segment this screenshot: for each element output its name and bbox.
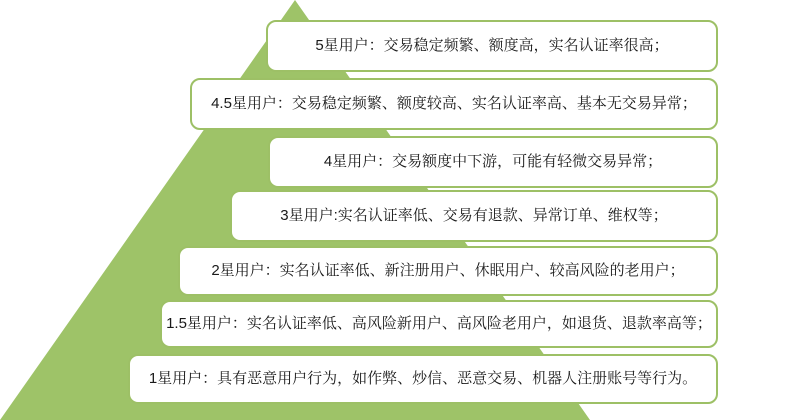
pyramid-tier-label: 5星用户：交易稳定频繁、额度高，实名认证率很高； bbox=[315, 37, 669, 54]
pyramid-tier-3-star bbox=[230, 190, 718, 242]
pyramid-tier-2-star bbox=[178, 246, 718, 296]
pyramid-tier-label: 1星用户：具有恶意用户行为，如作弊、炒信、恶意交易、机器人注册账号等行为。 bbox=[148, 370, 698, 387]
pyramid-tier-label: 1.5星用户：实名认证率低、高风险新用户、高风险老用户，如退货、退款率高等； bbox=[166, 315, 712, 332]
pyramid-tier-label: 4.5星用户：交易稳定频繁、额度较高、实名认证率高、基本无交易异常； bbox=[211, 95, 697, 112]
pyramid-tier-5-star bbox=[266, 20, 718, 72]
pyramid-tier-1-star bbox=[128, 354, 718, 404]
pyramid-tier-4-star bbox=[268, 136, 718, 188]
pyramid-tier-label: 3星用户:实名认证率低、交易有退款、异常订单、维权等； bbox=[280, 207, 668, 224]
pyramid-tier-label: 4星用户：交易额度中下游，可能有轻微交易异常； bbox=[323, 153, 663, 170]
pyramid-tier-1-5-star bbox=[160, 300, 718, 348]
pyramid-tier-label: 2星用户：实名认证率低、新注册用户、休眠用户、较高风险的老用户； bbox=[211, 262, 685, 279]
pyramid-tier-4-5-star bbox=[190, 78, 718, 130]
